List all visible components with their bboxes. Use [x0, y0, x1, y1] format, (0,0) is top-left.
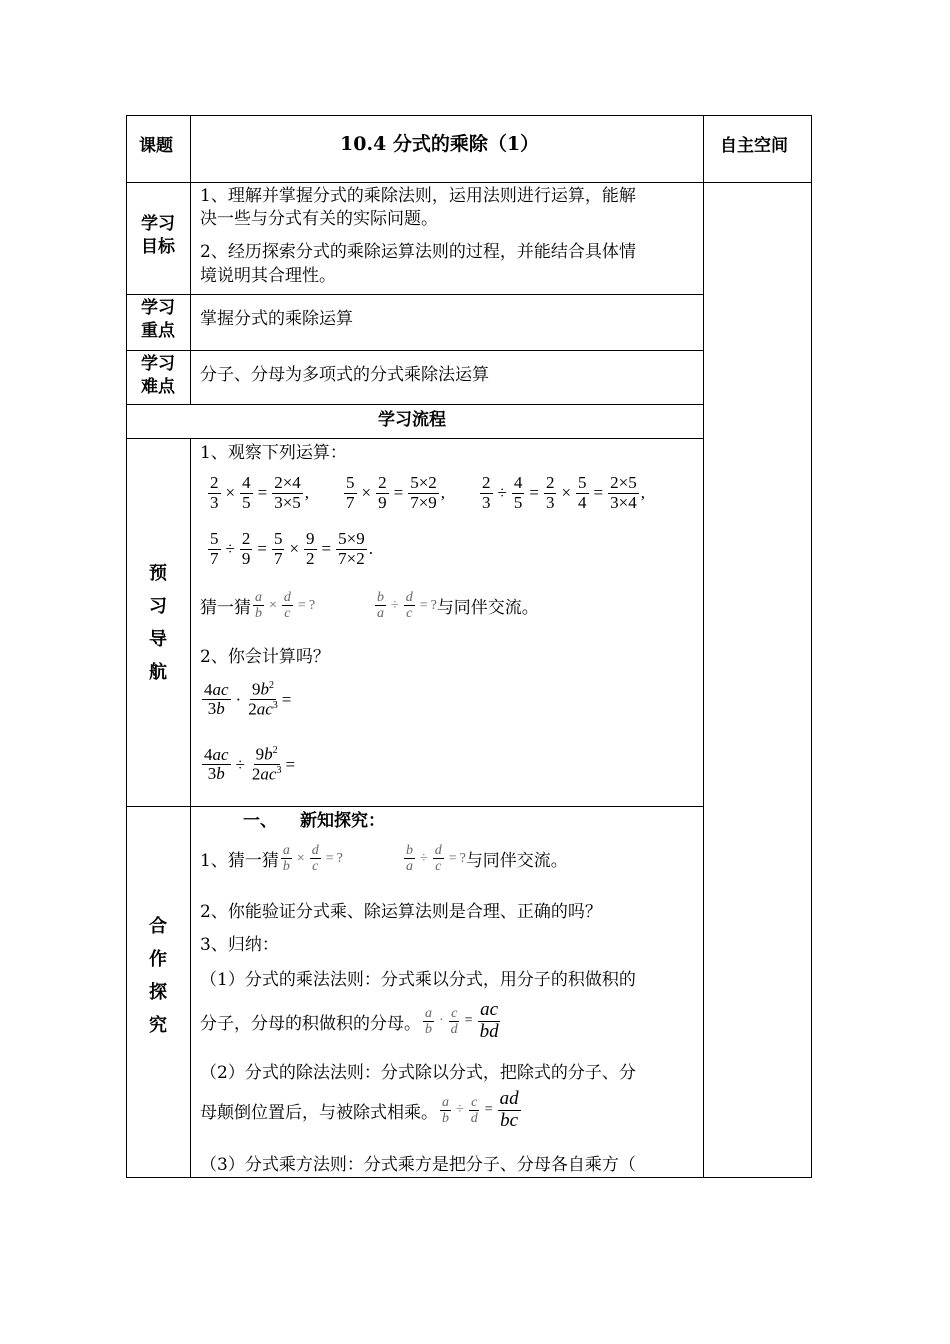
section-title: 新知探究：: [300, 811, 385, 831]
preview-label-1: 预: [149, 563, 167, 584]
observe-equation-1: $\frac{2}{3}$ × $\frac{4}{5}$ = $\frac{2\times 4}{3\times 5}$ ,: [210, 473, 310, 512]
explore-guess-prefix: 1、猜一猜: [200, 851, 279, 872]
goal-2-line-2: 境说明其合理性。: [200, 266, 336, 286]
explore-guess-q2: ?: [459, 850, 466, 866]
keypoints-text: 掌握分式的乘除运算: [200, 309, 353, 329]
goal-1-line-1: 1、理解并掌握分式的乘除法则，运用法则进行运算，能解: [200, 186, 636, 206]
goal-2-line-1: 2、经历探索分式的乘除运算法则的过程，并能结合具体情: [200, 242, 636, 262]
rule-3-line-1: （3）分式乘方法则：分式乘方是把分子、分母各自乘方（: [200, 1155, 636, 1175]
explore-guess-line-2: $\frac{b}{a}$ ÷ $\frac{d}{c}$ = ? 与同伴交流。: [406, 843, 568, 875]
explore-guess-line: 1、猜一猜 $\frac{a}{b}$ × $\frac{d}{c}$ = ?: [200, 843, 343, 875]
preview-guess-q2: ?: [430, 597, 437, 613]
preview-guess-line-2: $\frac{b}{a}$ ÷ $\frac{d}{c}$ = ? 与同伴交流。: [377, 590, 539, 622]
preview-share-text: 与同伴交流。: [436, 598, 539, 619]
calc-exercise-2: $\frac{4ac}{3b}$ ÷ $\frac{9b^2}{2ac^3}$ =: [204, 744, 296, 784]
explore-label-4: 究: [149, 1015, 167, 1036]
observe-heading: 1、观察下列运算：: [200, 443, 347, 463]
self-space-label: 自主空间: [720, 136, 788, 156]
summary-heading: 3、归纳：: [200, 935, 279, 955]
explore-label-2: 作: [149, 949, 167, 970]
calc-exercise-1: $\frac{4ac}{3b}$ · $\frac{9b^2}{2ac^3}$ =: [204, 679, 292, 719]
observe-equation-2: $\frac{5}{7}$ × $\frac{2}{9}$ = $\frac{5\times 2}{7\times 9}$ ,: [346, 473, 446, 512]
keypoints-label-1: 学习: [141, 298, 175, 318]
keypoints-label-2: 重点: [141, 321, 175, 341]
calc-1-equals: =: [281, 689, 292, 709]
calc-2-equals: =: [285, 754, 296, 774]
topic-label: 课题: [139, 136, 173, 156]
can-calc-heading: 2、你会计算吗？: [200, 647, 330, 667]
goals-label-2: 目标: [141, 237, 175, 257]
rule-2-line-1: （2）分式的除法法则：分式除以分式，把除式的分子、分: [200, 1063, 636, 1083]
section-number: 一、: [243, 811, 277, 831]
explore-label-3: 探: [149, 982, 167, 1003]
goal-1-line-2: 决一些与分式有关的实际问题。: [200, 209, 438, 229]
verify-question: 2、你能验证分式乘、除运算法则是合理、正确的吗？: [200, 902, 602, 922]
rule-2-line-2: 母颠倒位置后，与被除式相乘。 $\frac{a}{b}$ ÷ $\frac{c}{d}$ = $\frac{ad}{bc}$: [200, 1088, 519, 1131]
preview-guess-line: 猜一猜 $\frac{a}{b}$ × $\frac{d}{c}$ = ?: [200, 590, 316, 622]
difficulties-text: 分子、分母为多项式的分式乘除法运算: [200, 365, 489, 385]
rule-1-line-2: 分子，分母的积做积的分母。 $\frac{a}{b}$ · $\frac{c}{d}$ = $\frac{ac}{bd}$: [200, 999, 499, 1042]
rule-2-line-2-text: 母颠倒位置后，与被除式相乘。: [200, 1102, 438, 1123]
rule-1-line-1: （1）分式的乘法法则：分式乘以分式，用分子的积做积的: [200, 970, 636, 990]
observe-equation-3: $\frac{2}{3}$ ÷ $\frac{4}{5}$ = $\frac{2}{3}$ × $\frac{5}{4}$ = $\frac{2\times 5}{3\times 4}$ ,: [482, 473, 645, 512]
preview-label-2: 习: [149, 596, 167, 617]
explore-share-text: 与同伴交流。: [465, 851, 568, 872]
observe-equation-4: $\frac{5}{7}$ ÷ $\frac{2}{9}$ = $\frac{5}{7}$ × $\frac{9}{2}$ = $\frac{5\times 9}{7\times 2}$ .: [210, 529, 373, 568]
goals-label-1: 学习: [141, 214, 175, 234]
difficulties-label-2: 难点: [141, 377, 175, 397]
lesson-title: 10.4 分式的乘除（1）: [340, 133, 540, 155]
difficulties-label-1: 学习: [141, 354, 175, 374]
preview-guess-q1: ?: [308, 597, 316, 613]
preview-label-4: 航: [149, 662, 167, 683]
explore-guess-q1: ?: [336, 850, 343, 866]
explore-label-1: 合: [149, 916, 167, 937]
process-title: 学习流程: [378, 410, 446, 430]
preview-guess-prefix: 猜一猜: [200, 598, 251, 619]
preview-label-3: 导: [149, 629, 167, 650]
rule-1-line-2-text: 分子，分母的积做积的分母。: [200, 1013, 421, 1034]
